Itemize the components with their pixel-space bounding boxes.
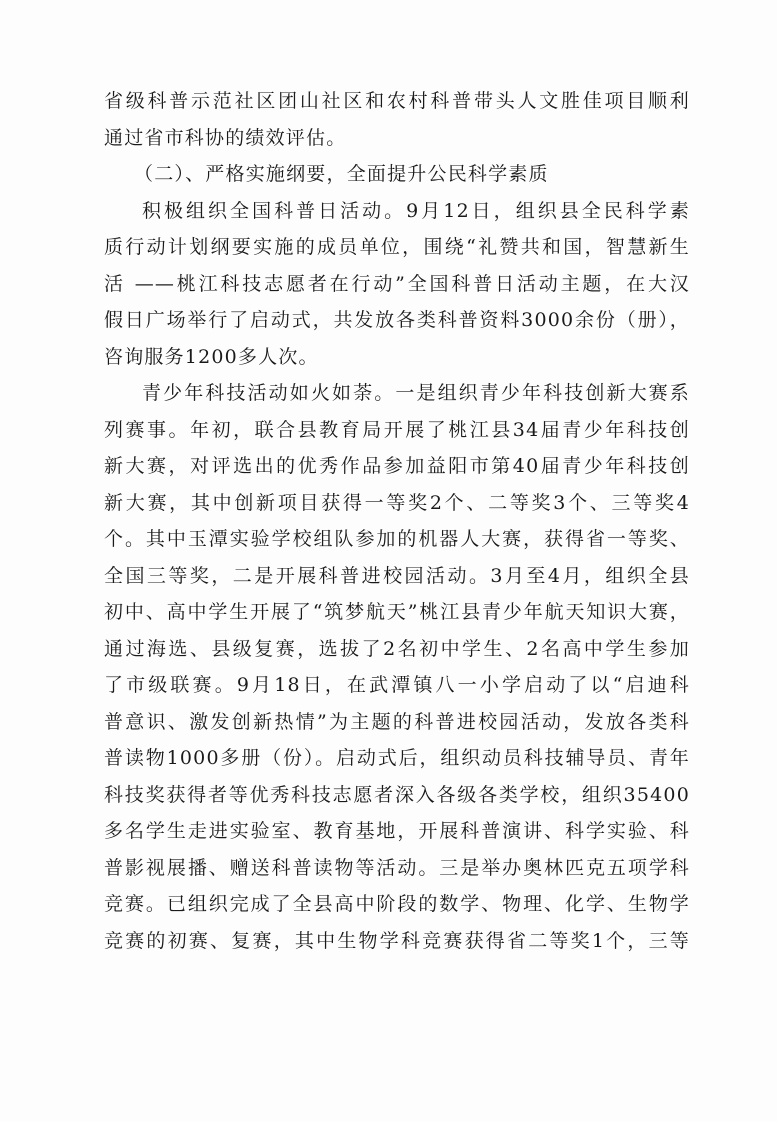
- text-line: 咨询服务1200多人次。: [104, 345, 319, 368]
- text-line: 新大赛，其中创新项目获得一等奖2个、二等奖3个、三等奖4: [104, 491, 690, 514]
- text-line: 新大赛，对评选出的优秀作品参加益阳市第40届青少年科技创: [104, 455, 690, 477]
- section-heading-text: （二）、严格实施纲要，全面提升公民科学素质: [134, 163, 549, 185]
- text-line: 竞赛。已组织完成了全县高中阶段的数学、物理、化学、生物学: [104, 893, 690, 915]
- paragraph-science-day: [104, 193, 690, 376]
- text-line: 通过海选、县级复赛，选拔了2名初中学生、2名高中学生参加: [104, 637, 690, 660]
- text-line: 青少年科技活动如火如荼。一是组织青少年科技创新大赛系: [142, 382, 690, 404]
- text-line: 列赛事。年初，联合县教育局开展了桃江县34届青少年科技创: [104, 418, 690, 441]
- text-line: 普意识、激发创新热情”为主题的科普进校园活动，发放各类科: [104, 710, 690, 733]
- paragraph-youth-activities: [104, 375, 690, 959]
- text-line: 假日广场举行了启动式，共发放各类科普资料3000余份（册），: [104, 309, 690, 331]
- text-line: 个。其中玉潭实验学校组队参加的机器人大赛，获得省一等奖、: [104, 528, 690, 550]
- text-line: 全国三等奖，二是开展科普进校园活动。3月至4月，组织全县: [104, 564, 690, 587]
- text-line: 了市级联赛。9月18日，在武潭镇八一小学启动了以“启迪科: [104, 674, 690, 696]
- text-line: 积极组织全国科普日活动。9月12日，组织县全民科学素: [142, 199, 690, 222]
- document-body: [104, 83, 690, 959]
- text-line: 普读物1000多册（份）。启动式后，组织动员科技辅导员、青年: [104, 747, 690, 769]
- paragraph-continuation: [104, 83, 690, 156]
- section-heading: [104, 156, 690, 193]
- text-line: 初中、高中学生开展了“筑梦航天”桃江县青少年航天知识大赛，: [104, 601, 690, 623]
- text-line: 通过省市科协的绩效评估。: [104, 126, 347, 149]
- text-line: 竞赛的初赛、复赛，其中生物学科竞赛获得省二等奖1个，三等: [104, 929, 690, 952]
- text-line: 科技奖获得者等优秀科技志愿者深入各级各类学校，组织35400: [104, 783, 690, 806]
- text-line: 普影视展播、赠送科普读物等活动。三是举办奥林匹克五项学科: [104, 856, 690, 879]
- text-line: 多名学生走进实验室、教育基地，开展科普演讲、科学实验、科: [104, 820, 690, 842]
- text-line: 质行动计划纲要实施的成员单位，围绕“礼赞共和国，智慧新生: [104, 236, 690, 258]
- text-line: 省级科普示范社区团山社区和农村科普带头人文胜佳项目顺利: [104, 90, 690, 112]
- text-line: 活 ——桃江科技志愿者在行动”全国科普日活动主题，在大汉: [104, 272, 690, 295]
